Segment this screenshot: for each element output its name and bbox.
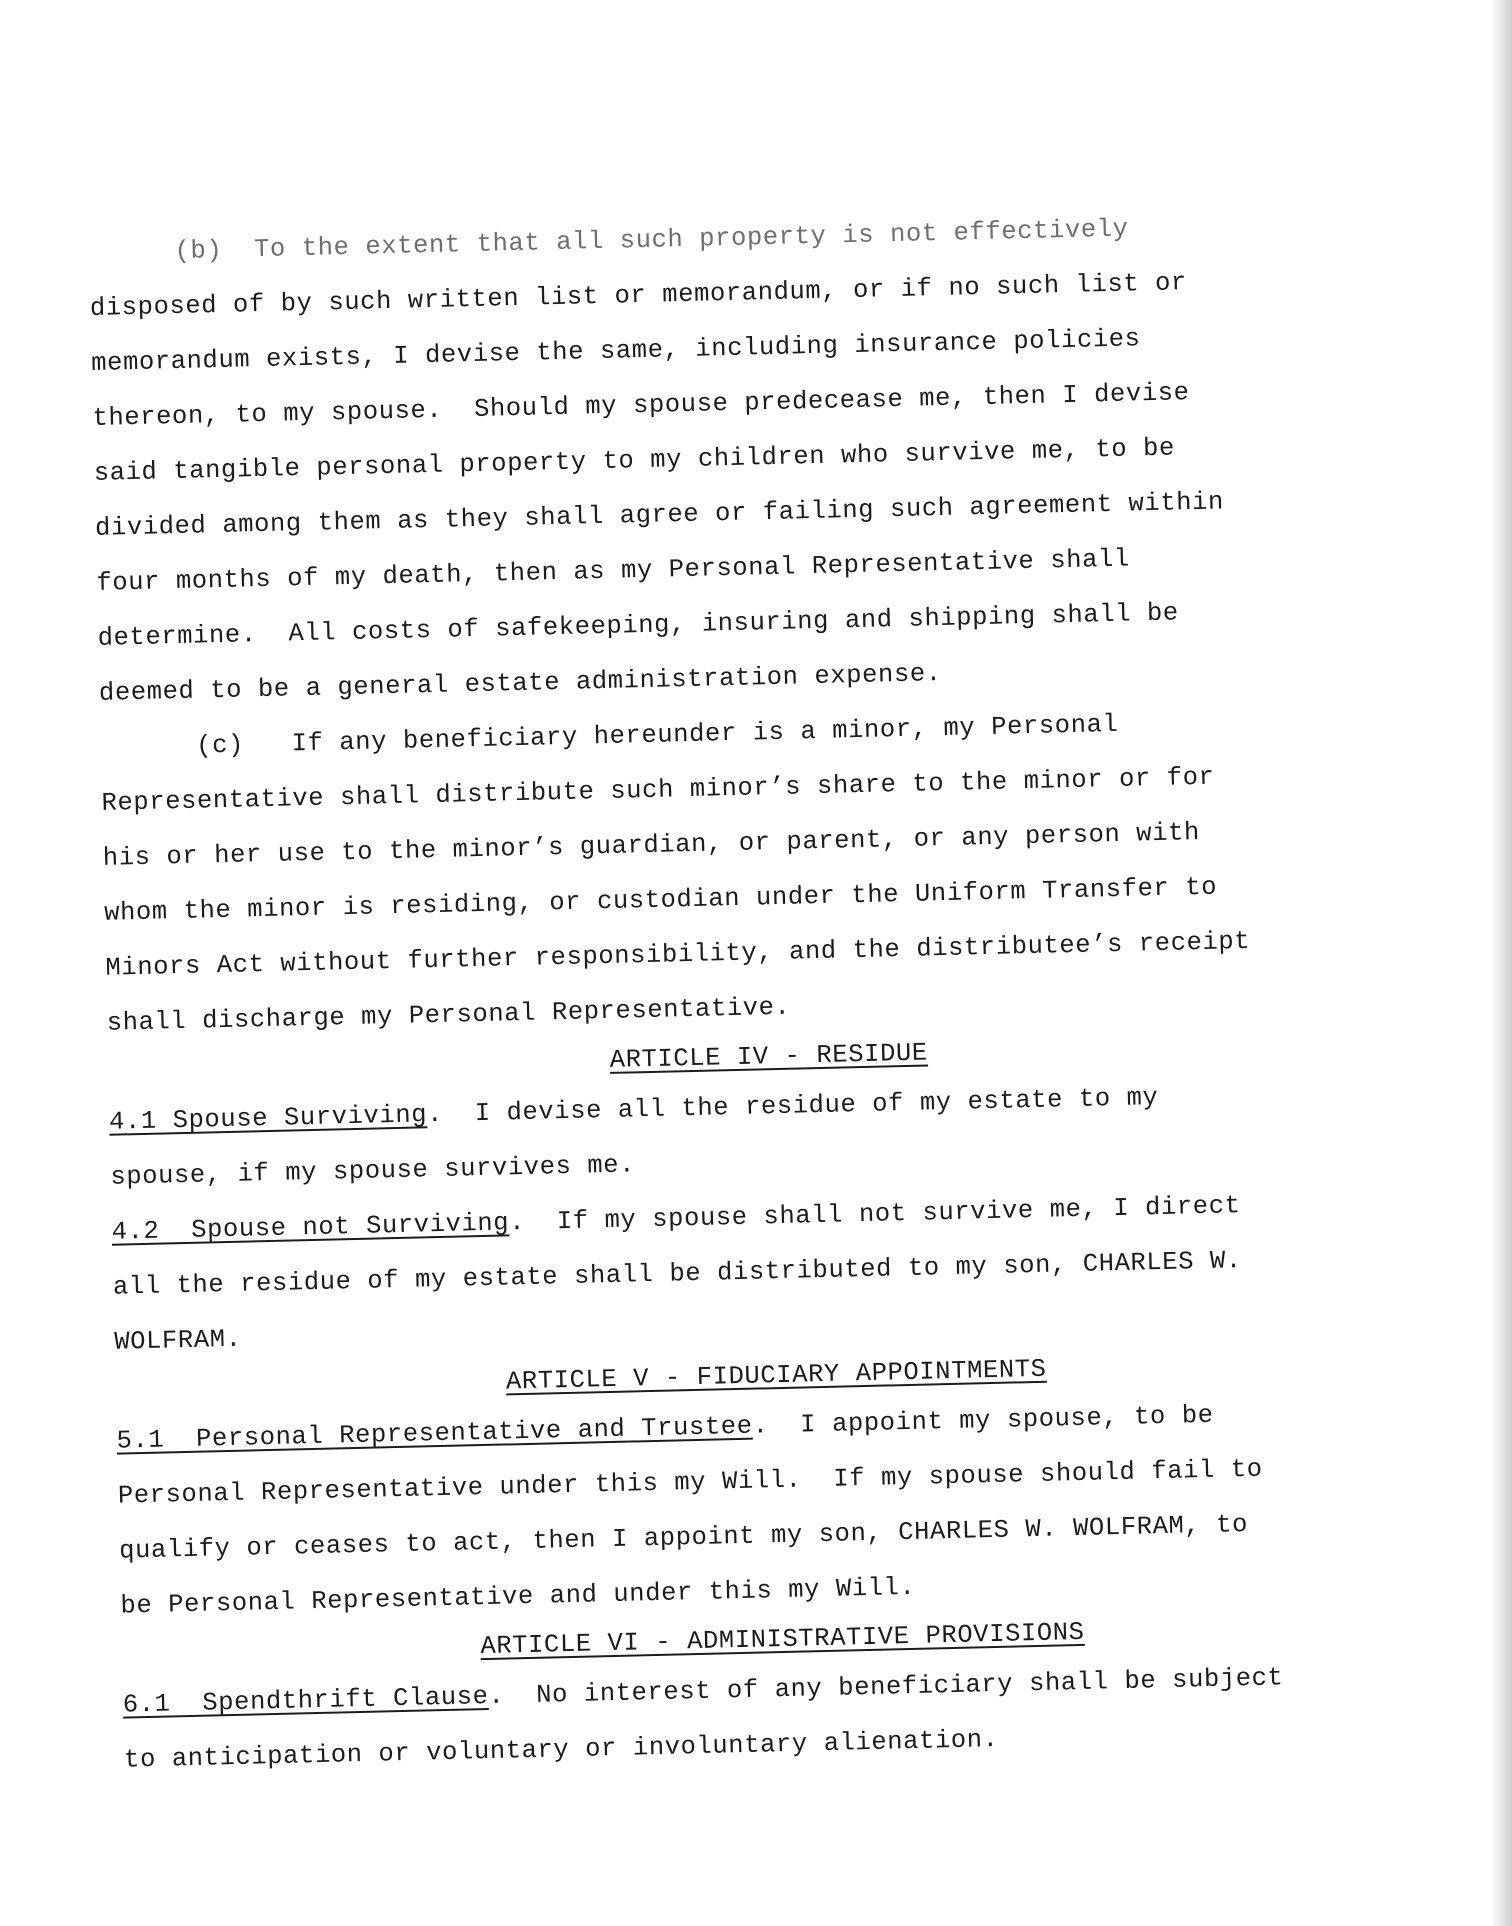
para-b-line-8: determine. All costs of safekeeping, insuring and shipping shall be xyxy=(97,598,1180,653)
para-b-line-3: memorandum exists, I devise the same, including insurance policies xyxy=(90,324,1141,378)
section-4-2-text: . If my spouse shall not survive me, I direct xyxy=(508,1191,1241,1238)
section-4-1-title: 4.1 Spouse Surviving xyxy=(108,1100,428,1137)
section-6-1-title: 6.1 Spendthrift Clause xyxy=(122,1681,489,1720)
section-5-1-line-3: qualify or ceases to act, then I appoint my son, CHARLES W. WOLFRAM, to xyxy=(118,1510,1249,1566)
will-text-body xyxy=(88,195,1446,1788)
section-5-1-line-4: be Personal Representative and under this my Will. xyxy=(120,1572,916,1621)
section-4-2-line-3: WOLFRAM. xyxy=(113,1324,242,1357)
para-c-line-5: Minors Act without further responsibility, and the distributee’s receipt xyxy=(105,926,1251,983)
para-c-line-1: (c) If any beneficiary hereunder is a minor, my Personal xyxy=(195,709,1119,761)
section-4-1-text: . I devise all the residue of my estate to my xyxy=(426,1083,1159,1130)
section-6-1-text: . No interest of any beneficiary shall be subject xyxy=(488,1663,1284,1711)
para-c-line-6: shall discharge my Personal Representative. xyxy=(106,992,791,1038)
article-vi-heading: ARTICLE VI - ADMINISTRATIVE PROVISIONS xyxy=(480,1617,1085,1662)
para-c-line-3: his or her use to the minor’s guardian, or parent, or any person with xyxy=(102,817,1201,873)
para-b-line-6: divided among them as they shall agree or failing such agreement within xyxy=(94,487,1225,543)
section-4-1-line-2: spouse, if my spouse survives me. xyxy=(110,1150,636,1192)
page-edge-shadow xyxy=(1490,0,1512,1926)
section-5-1-line-2: Personal Representative under this my Will. If my spouse should fail to xyxy=(117,1454,1263,1511)
section-4-2-line-2: all the residue of my estate shall be distributed to my son, CHARLES W. xyxy=(112,1246,1243,1302)
article-iv-heading: ARTICLE IV - RESIDUE xyxy=(609,1038,929,1075)
para-b-line-1: (b) To the extent that all such property is not effectively xyxy=(174,214,1129,266)
section-5-1-title: 5.1 Personal Representative and Trustee xyxy=(116,1411,753,1456)
section-5-1-text: . I appoint my spouse, to be xyxy=(752,1400,1214,1441)
para-b-line-4: thereon, to my spouse. Should my spouse predecease me, then I devise xyxy=(92,378,1190,433)
section-6-1-line-2: to anticipation or voluntary or involuntary alienation. xyxy=(123,1724,999,1775)
para-b-line-7: four months of my death, then as my Personal Representative shall xyxy=(96,544,1131,598)
para-b-line-9: deemed to be a general estate administration expense. xyxy=(98,659,942,708)
section-4-2-title: 4.2 Spouse not Surviving xyxy=(111,1208,510,1247)
para-c-line-4: whom the minor is residing, or custodian under the Uniform Transfer to xyxy=(103,872,1218,928)
para-c-line-2: Representative shall distribute such minor’s share to the minor or for xyxy=(101,762,1215,818)
article-v-heading: ARTICLE V - FIDUCIARY APPOINTMENTS xyxy=(505,1354,1047,1397)
para-b-line-5: said tangible personal property to my children who survive me, to be xyxy=(93,433,1176,488)
para-b-line-2: disposed of by such written list or memorandum, or if no such list or xyxy=(89,268,1188,323)
